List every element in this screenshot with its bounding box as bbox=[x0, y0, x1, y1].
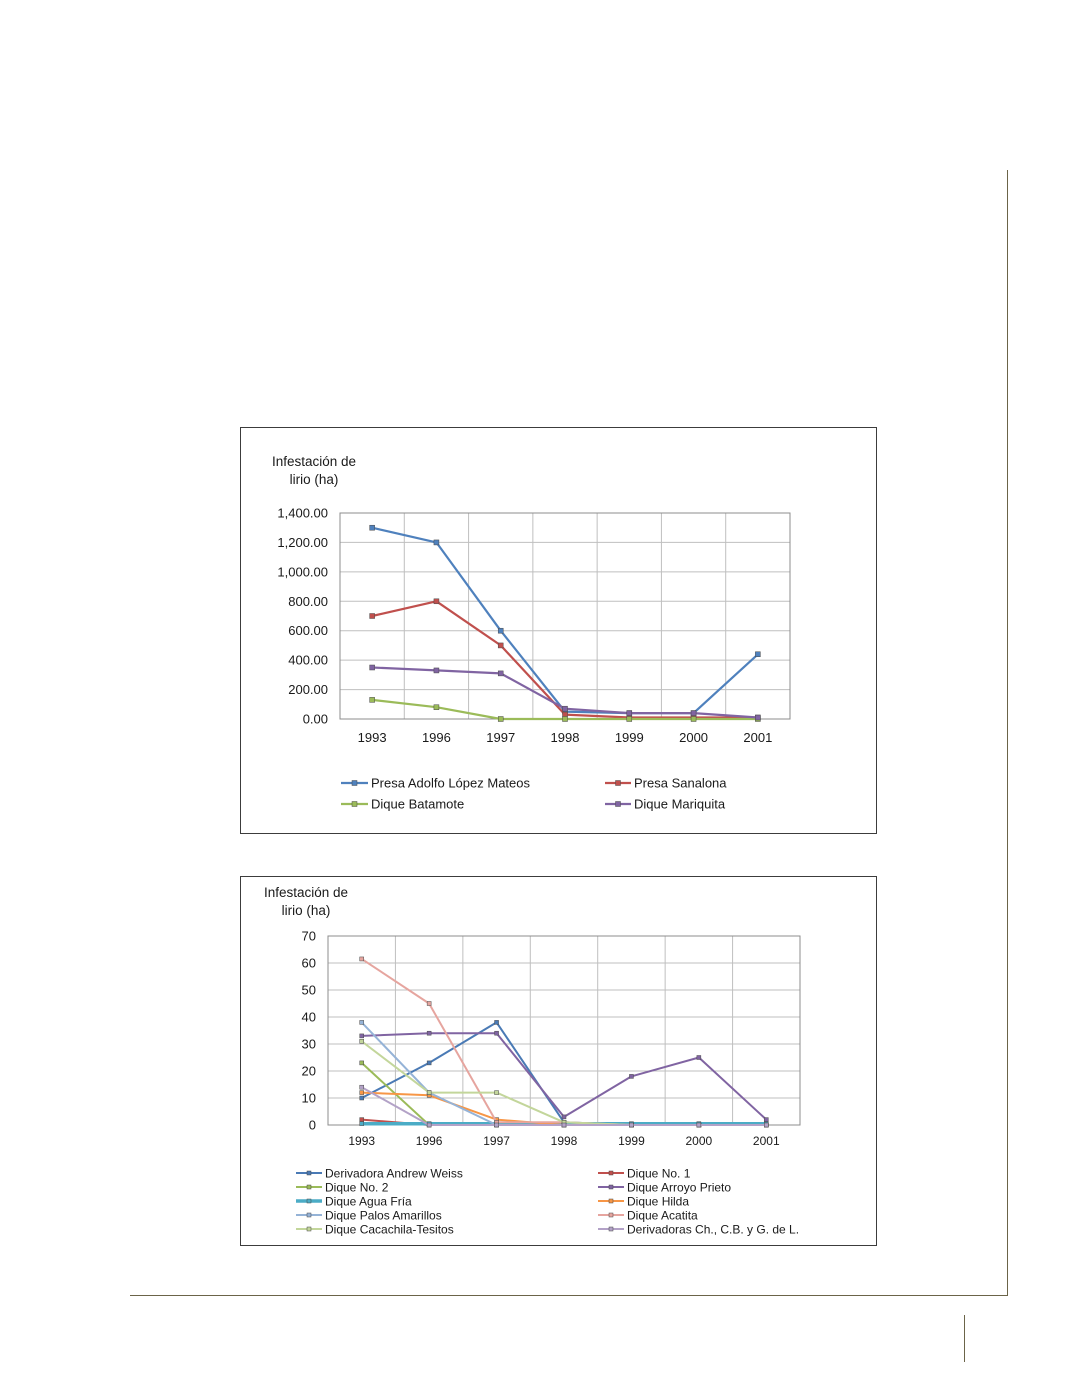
y-tick-label: 1,000.00 bbox=[277, 564, 328, 580]
data-point-presa-sanalona bbox=[370, 614, 375, 619]
legend-label: Dique Agua Fría bbox=[325, 1194, 412, 1209]
x-tick-label: 1998 bbox=[550, 1134, 578, 1148]
data-point-dique-no-2 bbox=[360, 1061, 364, 1065]
data-point-dique-mariquita bbox=[370, 665, 375, 670]
legend-swatch-marker bbox=[609, 1171, 613, 1175]
data-point-presa-adolfo-lopez-mateos bbox=[434, 540, 439, 545]
y-tick-label: 50 bbox=[301, 982, 316, 998]
legend-swatch-marker bbox=[307, 1227, 311, 1231]
legend-swatch-marker bbox=[609, 1185, 613, 1189]
chart-infestation-dikes bbox=[240, 876, 877, 1246]
x-tick-label: 1996 bbox=[421, 730, 451, 745]
y-tick-label: 70 bbox=[301, 928, 316, 944]
y-axis-title-line-1: Infestación de bbox=[271, 454, 357, 469]
data-point-presa-sanalona bbox=[434, 599, 439, 604]
data-point-dique-mariquita bbox=[434, 668, 439, 673]
y-axis-title-line-2: lirio (ha) bbox=[281, 903, 331, 918]
x-tick-label: 2000 bbox=[679, 730, 709, 745]
legend-label: Presa Adolfo López Mateos bbox=[371, 775, 530, 791]
y-tick-label: 30 bbox=[301, 1036, 316, 1052]
data-point-dique-arroyo-prieto bbox=[697, 1056, 701, 1060]
data-point-dique-batamote bbox=[691, 717, 696, 722]
legend-label: Dique Palos Amarillos bbox=[325, 1208, 442, 1223]
data-point-presa-adolfo-lopez-mateos bbox=[755, 652, 760, 657]
x-tick-label: 1997 bbox=[486, 730, 516, 745]
x-tick-label: 1998 bbox=[550, 730, 580, 745]
data-point-dique-batamote bbox=[370, 697, 375, 702]
y-axis-title-line-2: lirio (ha) bbox=[289, 472, 339, 487]
x-tick-label: 1996 bbox=[415, 1134, 443, 1148]
x-tick-label: 1993 bbox=[348, 1134, 376, 1148]
legend-swatch-marker bbox=[616, 781, 621, 786]
y-tick-label: 0.00 bbox=[302, 711, 328, 727]
chart-1-canvas bbox=[240, 427, 877, 834]
legend-swatch-marker bbox=[307, 1171, 311, 1175]
data-point-presa-adolfo-lopez-mateos bbox=[370, 525, 375, 530]
data-point-derivadoras-ch-c-b-y-g-de-l bbox=[629, 1123, 633, 1127]
data-point-dique-palos-amarillos bbox=[360, 1020, 364, 1024]
y-tick-label: 200.00 bbox=[288, 682, 328, 698]
data-point-dique-no-1 bbox=[360, 1118, 364, 1122]
data-point-presa-sanalona bbox=[498, 643, 503, 648]
right-margin-rule bbox=[1007, 170, 1008, 1296]
data-point-dique-batamote bbox=[627, 717, 632, 722]
y-tick-label: 0 bbox=[308, 1117, 316, 1133]
legend-label: Dique Cacachila-Tesitos bbox=[325, 1222, 454, 1237]
data-point-derivadoras-ch-c-b-y-g-de-l bbox=[697, 1123, 701, 1127]
x-tick-label: 2001 bbox=[743, 730, 773, 745]
data-point-dique-batamote bbox=[563, 717, 568, 722]
chart-infestation-reservoirs bbox=[240, 427, 877, 834]
legend-label: Dique Batamote bbox=[371, 796, 465, 812]
legend-label: Derivadora Andrew Weiss bbox=[325, 1166, 463, 1181]
data-point-dique-arroyo-prieto bbox=[764, 1118, 768, 1122]
footer-rule bbox=[130, 1295, 1008, 1296]
legend-swatch-marker bbox=[307, 1185, 311, 1189]
data-point-dique-agua-fria bbox=[360, 1122, 364, 1126]
y-tick-label: 1,200.00 bbox=[277, 534, 328, 550]
legend-swatch-marker bbox=[616, 802, 621, 807]
legend-label: Dique Arroyo Prieto bbox=[627, 1180, 732, 1195]
legend-swatch-marker bbox=[307, 1213, 311, 1217]
data-point-derivadoras-ch-c-b-y-g-de-l bbox=[495, 1123, 499, 1127]
x-tick-label: 1999 bbox=[614, 730, 644, 745]
legend-swatch-marker bbox=[609, 1199, 613, 1203]
y-tick-label: 600.00 bbox=[288, 623, 328, 639]
y-axis-title-line-1: Infestación de bbox=[263, 885, 349, 900]
data-point-dique-arroyo-prieto bbox=[427, 1031, 431, 1035]
data-point-derivadoras-ch-c-b-y-g-de-l bbox=[427, 1123, 431, 1127]
x-tick-label: 2001 bbox=[752, 1134, 780, 1148]
legend-label: Dique Acatita bbox=[627, 1208, 698, 1223]
data-point-dique-arroyo-prieto bbox=[629, 1074, 633, 1078]
data-point-derivadoras-ch-c-b-y-g-de-l bbox=[764, 1123, 768, 1127]
chart-2-canvas bbox=[240, 876, 877, 1246]
data-point-dique-cacachila-tesitos bbox=[360, 1039, 364, 1043]
data-point-dique-hilda bbox=[360, 1091, 364, 1095]
data-point-derivadoras-ch-c-b-y-g-de-l bbox=[360, 1085, 364, 1089]
y-tick-label: 40 bbox=[301, 1009, 316, 1025]
y-tick-label: 60 bbox=[301, 955, 316, 971]
legend-swatch-marker bbox=[352, 781, 357, 786]
data-point-dique-batamote bbox=[498, 717, 503, 722]
data-point-derivadora-andrew-weiss bbox=[495, 1020, 499, 1024]
data-point-dique-cacachila-tesitos bbox=[427, 1091, 431, 1095]
legend-swatch-marker bbox=[352, 802, 357, 807]
x-tick-label: 2000 bbox=[685, 1134, 713, 1148]
x-tick-label: 1997 bbox=[483, 1134, 510, 1148]
legend-label: Dique No. 1 bbox=[627, 1166, 691, 1181]
legend-label: Dique Mariquita bbox=[634, 796, 726, 812]
data-point-dique-arroyo-prieto bbox=[562, 1115, 566, 1119]
data-point-dique-cacachila-tesitos bbox=[495, 1091, 499, 1095]
y-tick-label: 800.00 bbox=[288, 593, 328, 609]
data-point-dique-mariquita bbox=[627, 711, 632, 716]
data-point-derivadora-andrew-weiss bbox=[427, 1061, 431, 1065]
y-tick-label: 1,400.00 bbox=[277, 505, 328, 521]
data-point-dique-mariquita bbox=[691, 711, 696, 716]
data-point-dique-acatita bbox=[427, 1002, 431, 1006]
y-tick-label: 20 bbox=[301, 1063, 316, 1079]
y-tick-label: 400.00 bbox=[288, 652, 328, 668]
data-point-dique-arroyo-prieto bbox=[360, 1034, 364, 1038]
legend-swatch-marker bbox=[609, 1227, 613, 1231]
legend-label: Dique Hilda bbox=[627, 1194, 690, 1209]
page-number-divider bbox=[964, 1315, 965, 1362]
data-point-dique-arroyo-prieto bbox=[495, 1031, 499, 1035]
legend-swatch-marker bbox=[307, 1199, 311, 1203]
y-tick-label: 10 bbox=[301, 1090, 316, 1106]
legend-label: Presa Sanalona bbox=[634, 775, 727, 791]
x-tick-label: 1999 bbox=[618, 1134, 645, 1148]
legend-label: Derivadoras Ch., C.B. y G. de L. bbox=[627, 1222, 800, 1237]
data-point-dique-mariquita bbox=[755, 715, 760, 720]
data-point-dique-mariquita bbox=[498, 671, 503, 676]
data-point-dique-mariquita bbox=[563, 706, 568, 711]
legend-label: Dique No. 2 bbox=[325, 1180, 389, 1195]
data-point-dique-batamote bbox=[434, 705, 439, 710]
data-point-dique-acatita bbox=[360, 957, 364, 961]
data-point-derivadoras-ch-c-b-y-g-de-l bbox=[562, 1123, 566, 1127]
legend-entry-derivadoras-ch-c-b-y-g-de-l bbox=[598, 1223, 799, 1237]
data-point-derivadora-andrew-weiss bbox=[360, 1096, 364, 1100]
data-point-presa-adolfo-lopez-mateos bbox=[498, 628, 503, 633]
legend-swatch-marker bbox=[609, 1213, 613, 1217]
x-tick-label: 1993 bbox=[357, 730, 387, 745]
